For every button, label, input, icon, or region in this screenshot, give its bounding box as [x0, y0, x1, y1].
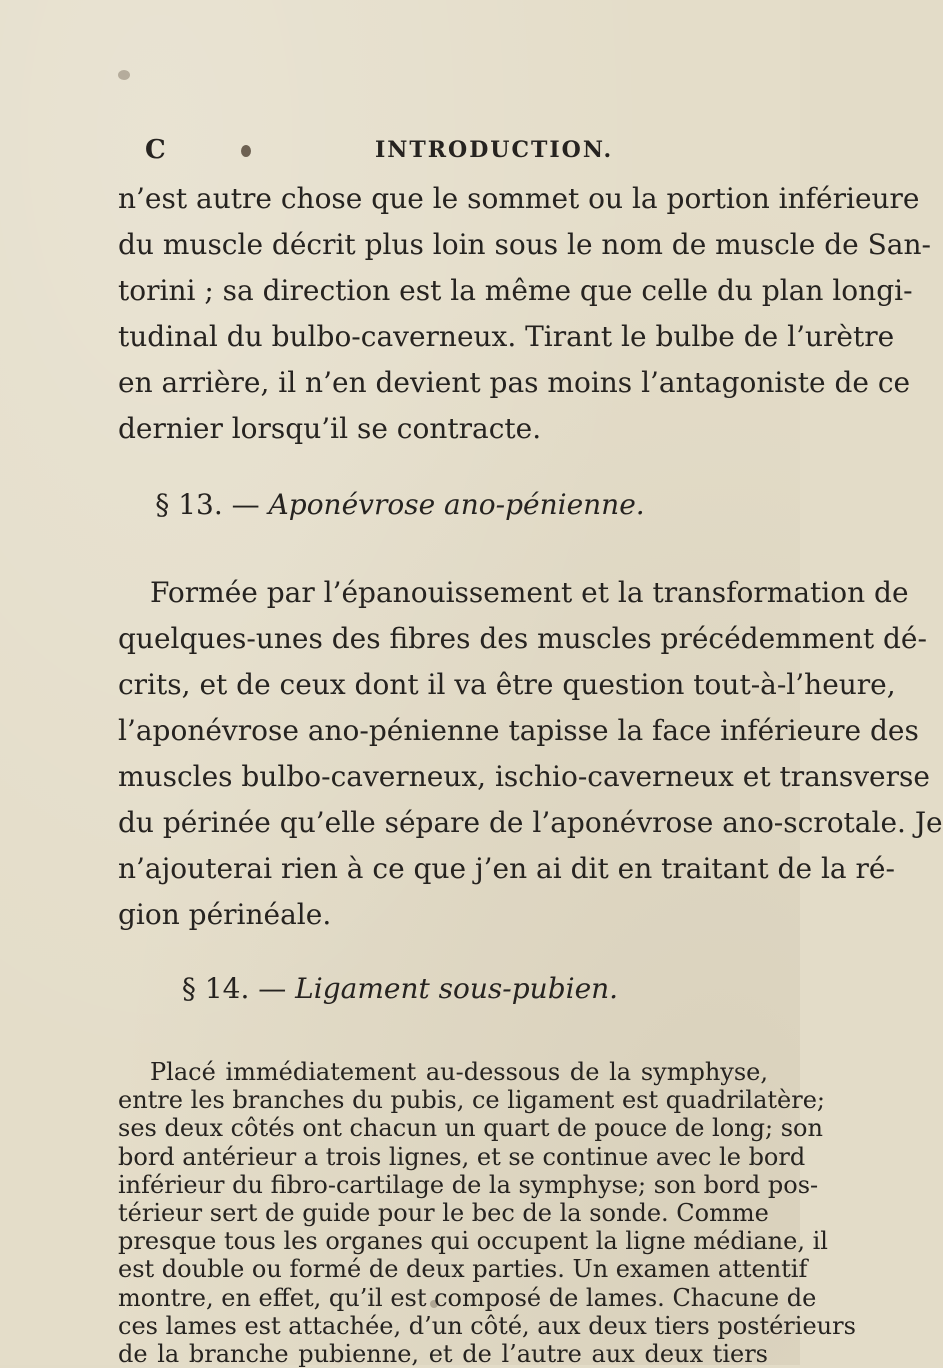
text-line: quelques-unes des fibres des muscles précédemment dé- — [118, 622, 927, 655]
text-line: entre les branches du pubis, ce ligament est quadrilatère; — [118, 1086, 825, 1115]
foxing-spot — [118, 70, 130, 80]
text-line: térieur sert de guide pour le bec de la sonde. Comme — [118, 1199, 769, 1227]
text-line: gion périnéale. — [118, 898, 332, 931]
text-line: du muscle décrit plus loin sous le nom de muscle de San- — [118, 228, 931, 261]
text-line: est double ou formé de deux parties. Un examen attentif — [118, 1255, 808, 1284]
text-line: bord antérieur a trois lignes, et se continue avec le bord — [118, 1142, 806, 1171]
page-folio: C — [145, 135, 166, 165]
page-header — [145, 135, 745, 169]
section-heading — [0, 970, 800, 1008]
section-number: § 14. — — [181, 972, 287, 1005]
text-line: du périnée qu’elle sépare de l’aponévrose ano-scrotale. Je — [118, 806, 943, 839]
text-line: presque tous les organes qui occupent la ligne médiane, il — [118, 1227, 828, 1256]
running-title: INTRODUCTION. — [375, 137, 614, 163]
text-line: dernier lorsqu’il se contracte. — [118, 412, 542, 445]
section-heading — [0, 486, 800, 524]
text-line: montre, en effet, qu’il est composé de lames. Chacune de — [118, 1283, 817, 1312]
text-line: torini ; sa direction est la même que celle du plan longi- — [118, 274, 913, 307]
text-line: n’ajouterai rien à ce que j’en ai dit en traitant de la ré- — [118, 852, 895, 885]
text-line: n’est autre chose que le sommet ou la portion inférieure — [118, 182, 920, 215]
text-line: tudinal du bulbo-caverneux. Tirant le bulbe de l’urètre — [118, 320, 895, 353]
text-line: de la branche pubienne, et de l’autre aux deux tiers — [118, 1340, 768, 1368]
section-number: § 13. — — [155, 488, 260, 521]
section-title: Ligament sous-pubien. — [295, 972, 619, 1005]
text-line: l’aponévrose ano-pénienne tapisse la face inférieure des — [118, 714, 919, 747]
text-line: Placé immédiatement au-dessous de la symphyse, — [150, 1058, 768, 1086]
text-line: Formée par l’épanouissement et la transformation de — [150, 576, 909, 609]
text-line: en arrière, il n’en devient pas moins l’antagoniste de ce — [118, 366, 911, 399]
text-line: ces lames est attachée, d’un côté, aux deux tiers postérieurs — [118, 1311, 856, 1340]
section-title: Aponévrose ano-pénienne. — [268, 488, 645, 521]
text-line: ses deux côtés ont chacun un quart de pouce de long; son — [118, 1114, 823, 1143]
text-line: muscles bulbo-caverneux, ischio-caverneux et transverse — [118, 760, 930, 793]
text-line: crits, et de ceux dont il va être question tout-à-l’heure, — [118, 668, 896, 701]
ornament-dot-icon — [241, 145, 251, 157]
text-line: inférieur du fibro-cartilage de la symphyse; son bord pos- — [118, 1170, 819, 1199]
